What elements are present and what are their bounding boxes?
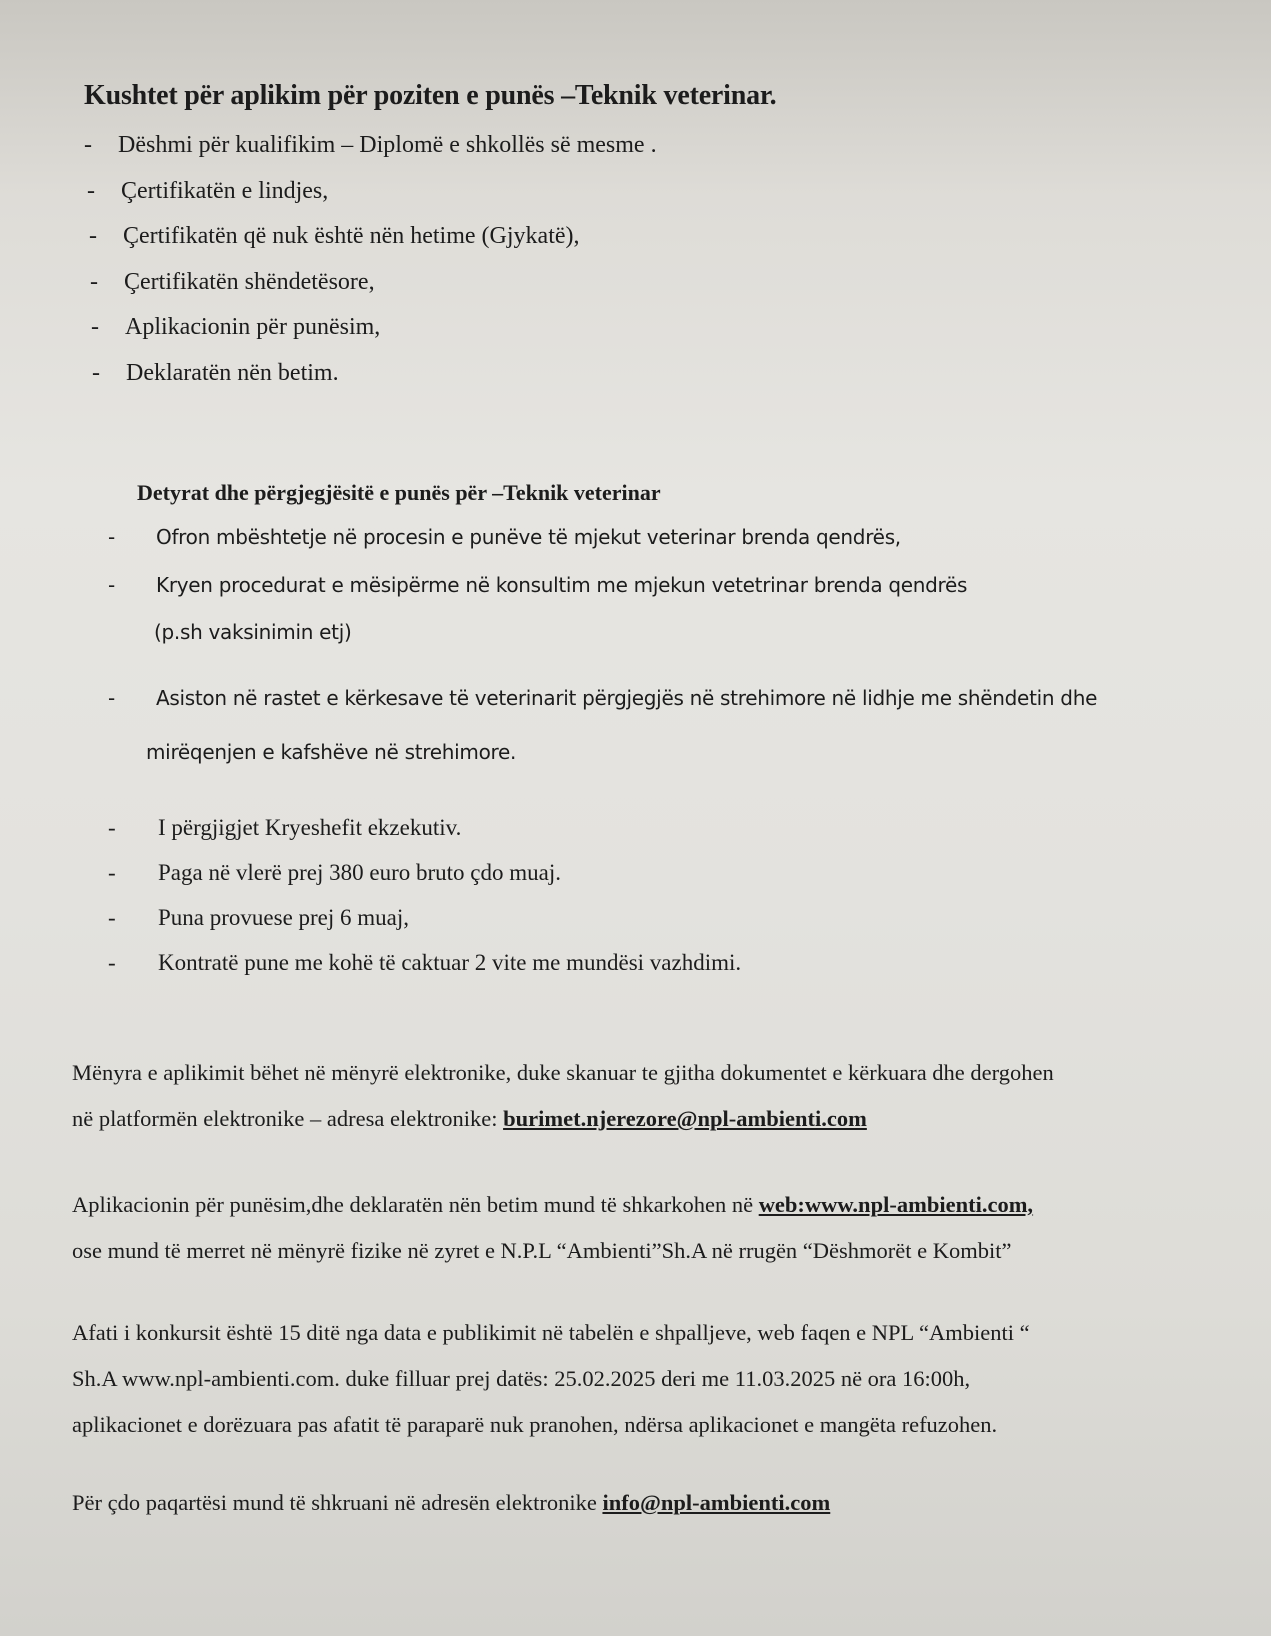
- bullet-dash: -: [108, 686, 115, 710]
- requirement-text: Çertifikatën shëndetësore,: [124, 268, 375, 295]
- requirement-text: Deklaratën nën betim.: [126, 359, 339, 386]
- bullet-dash: -: [87, 177, 95, 204]
- terms-list: [108, 815, 741, 995]
- requirement-text: Çertifikatën e lindjes,: [121, 177, 329, 204]
- duty-text: Ofron mbështetje në procesin e punëve të mjekut veterinar brenda qendrës,: [156, 525, 901, 549]
- hr-email-link[interactable]: burimet.njerezore@npl-ambienti.com: [503, 1106, 867, 1131]
- requirement-item: [84, 223, 657, 269]
- duty-text-continued: mirëqenjen e kafshëve në strehimore.: [146, 740, 517, 764]
- duty-text: Kryen procedurat e mësipërme në konsultim me mjekun vetetrinar brenda qendrës: [156, 573, 968, 597]
- duty-item: [108, 525, 1228, 573]
- duty-text-continued: (p.sh vaksinimin etj): [154, 620, 352, 644]
- deadline-line: Sh.A www.npl-ambienti.com. duke filluar prej datës: 25.02.2025 deri me 11.03.2025 në ora 16:00h,: [72, 1366, 971, 1391]
- deadline-paragraph: [72, 1310, 1252, 1448]
- requirement-item: [84, 360, 657, 406]
- term-item: [108, 815, 741, 860]
- document-title: Kushtet për aplikim për poziten e punës –Teknik veterinar.: [84, 80, 777, 111]
- requirement-text: Dëshmi për kualifikim – Diplomë e shkollës së mesme .: [118, 132, 657, 158]
- bullet-dash: -: [91, 314, 99, 340]
- bullet-dash: -: [84, 132, 92, 158]
- download-info-text: Aplikacionin për punësim,dhe deklaratën nën betim mund të shkarkohen në: [72, 1192, 759, 1217]
- term-text: Kontratë pune me kohë të caktuar 2 vite me mundësi vazhdimi.: [158, 950, 742, 975]
- requirement-text: Çertifikatën që nuk është nën hetime (Gjykatë),: [123, 223, 580, 249]
- bullet-dash: -: [108, 905, 116, 930]
- contact-paragraph: [72, 1480, 1252, 1526]
- bullet-dash: -: [108, 860, 116, 885]
- duty-item: [108, 686, 1228, 764]
- term-text: Paga në vlerë prej 380 euro bruto çdo muaj.: [158, 860, 562, 885]
- term-item: [108, 950, 741, 995]
- website-link[interactable]: web:www.npl-ambienti.com,: [758, 1192, 1034, 1217]
- bullet-dash: -: [108, 573, 115, 597]
- duty-text: Asiston në rastet e kërkesave të veterinarit përgjegjës në strehimore në lidhje me shëndetin dhe: [156, 686, 1098, 710]
- bullet-dash: -: [108, 815, 116, 840]
- term-text: I përgjigjet Kryeshefit ekzekutiv.: [158, 815, 462, 840]
- download-info-paragraph: [72, 1182, 1252, 1274]
- term-text: Puna provuese prej 6 muaj,: [158, 905, 410, 930]
- info-email-link[interactable]: info@npl-ambienti.com: [602, 1490, 831, 1515]
- bullet-dash: -: [92, 359, 100, 386]
- requirement-text: Aplikacionin për punësim,: [125, 314, 381, 340]
- requirement-item: [84, 269, 657, 315]
- deadline-line: Afati i konkursit është 15 ditë nga data e publikimit në tabelën e shpalljeve, web faqen e NPL “Ambienti “: [72, 1320, 1030, 1345]
- deadline-line: aplikacionet e dorëzuara pas afatit të paraparë nuk pranohen, ndërsa aplikacionet e mangëta refuzohen.: [72, 1412, 998, 1437]
- bullet-dash: -: [108, 950, 116, 975]
- requirement-item: [84, 132, 657, 178]
- requirement-item: [84, 178, 657, 224]
- duties-heading: Detyrat dhe përgjegjësitë e punës për –Teknik veterinar: [137, 480, 661, 505]
- download-info-line: ose mund të merret në mënyrë fizike në zyret e N.P.L “Ambienti”Sh.A në rrugën “Dëshmorët e Kombit”: [72, 1238, 1012, 1263]
- bullet-dash: -: [108, 525, 115, 549]
- contact-text: Për çdo paqartësi mund të shkruani në adresën elektronike: [72, 1490, 603, 1515]
- duties-list: [108, 525, 1228, 764]
- application-method-paragraph: [72, 1050, 1252, 1142]
- bullet-dash: -: [89, 223, 97, 249]
- term-item: [108, 860, 741, 905]
- application-method-text: në platformën elektronike – adresa elektronike:: [72, 1106, 504, 1131]
- bullet-dash: -: [90, 268, 98, 295]
- requirements-list: [84, 132, 657, 405]
- application-method-line: Mënyra e aplikimit bëhet në mënyrë elektronike, duke skanuar te gjitha dokumentet e kërkuara dhe dergohen: [72, 1060, 1054, 1085]
- duty-item: [108, 573, 1228, 686]
- term-item: [108, 905, 741, 950]
- application-method-line: [72, 1096, 1252, 1142]
- requirement-item: [84, 314, 657, 360]
- download-info-line: [72, 1182, 1252, 1228]
